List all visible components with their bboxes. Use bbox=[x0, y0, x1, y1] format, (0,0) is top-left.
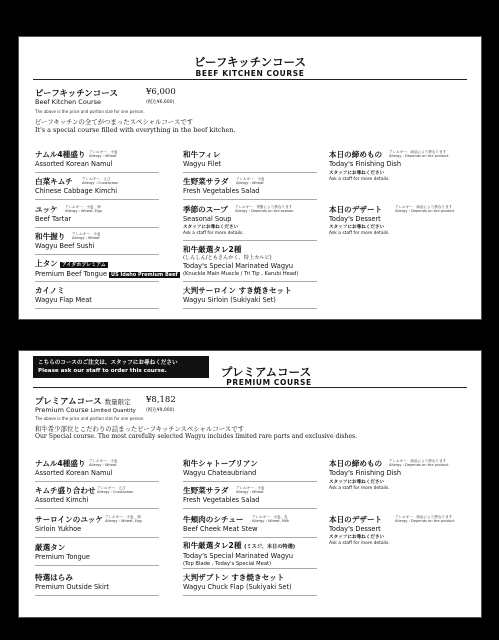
course-title-en: PREMIUM COURSE bbox=[226, 378, 312, 387]
course-title-ja: ビーフキッチンコース bbox=[193, 55, 307, 69]
course-description-ja: 和牛希少部位とこだわりの詰まったビーフキッチンスペシャルコースです bbox=[35, 425, 244, 433]
staff-note: スタッフにお尋ねください Ask a staff for more details. bbox=[183, 225, 244, 236]
course-description-en: Our Special course. The most carefully selected Wagyu includes limited rare parts and exclusive dishes. bbox=[35, 433, 358, 440]
staff-note: スタッフにお尋ねください Ask a staff for more details. bbox=[329, 225, 390, 236]
staff-note: スタッフにお尋ねください Ask a staff for more details. bbox=[329, 480, 390, 491]
menu-item: 生野菜サラダ アレルギー：小麦 Allergy : Wheat Fresh Vegetables Salad bbox=[183, 486, 265, 504]
course-name-ja: プレミアムコース 数量限定 bbox=[35, 397, 131, 407]
allergy-note: アレルギー：小麦 Allergy : Wheat bbox=[236, 177, 265, 186]
menu-item: 和牛厳選タレ2種 (ミスジ、本日の特選) Today's Special Marinated Wagyu (Top Blade , Today's Special Meat) bbox=[183, 541, 296, 567]
item-underline bbox=[183, 568, 317, 569]
item-underline bbox=[183, 308, 317, 309]
menu-item: 和牛握り アレルギー：小麦 Allergy : Wheat Wagyu Beef Sushi bbox=[35, 232, 101, 250]
item-underline bbox=[183, 172, 317, 173]
item-underline bbox=[35, 281, 159, 282]
course-name-en: Beef Kitchen Course bbox=[35, 98, 101, 106]
menu-item: 本日のデザート アレルギー：商品により異なります Allergy : Depends on the product Today's Dessert bbox=[329, 205, 455, 223]
course-title-ja: プレミアムコース bbox=[220, 365, 312, 379]
menu-item: ナムル4種盛り アレルギー：小麦 Allergy : Wheat Assorted Korean Namul bbox=[35, 150, 118, 168]
menu-item: 本日の締めもの アレルギー：商品により異なります Allergy : Depends on the product Today's Finishing Dish bbox=[329, 459, 449, 477]
allergy-note: アレルギー：小麦 Allergy : Wheat bbox=[89, 150, 118, 159]
item-underline bbox=[35, 537, 159, 538]
menu-item: 季節のスープ アレルギー：季節により異なります Allergy : Depends on the season. Seasonal Soup bbox=[183, 205, 295, 223]
allergy-note: アレルギー：商品により異なります Allergy : Depends on the product bbox=[395, 515, 455, 524]
allergy-note: アレルギー：小麦 Allergy : Wheat bbox=[236, 486, 265, 495]
menu-item: ユッケ アレルギー：小麦、卵 Allergy : Wheat, Egg Beef Tartar bbox=[35, 205, 102, 223]
staff-note: スタッフにお尋ねください Ask a staff for more details. bbox=[329, 535, 390, 546]
allergy-note: アレルギー：えび Allergy : Crustacean bbox=[82, 177, 119, 186]
menu-item: カイノミ Wagyu Flap Meat bbox=[35, 286, 92, 304]
menu-item: 生野菜サラダ アレルギー：小麦 Allergy : Wheat Fresh Vegetables Salad bbox=[183, 177, 265, 195]
idaho-premium-tag: アイダホプレミアム bbox=[61, 262, 106, 268]
item-underline bbox=[183, 240, 317, 241]
course-description-ja: ビーフキッチンの全てがつまったスペシャルコースです bbox=[35, 118, 194, 126]
item-underline bbox=[35, 199, 159, 200]
item-underline bbox=[35, 308, 159, 309]
menu-item: 本日の締めもの アレルギー：商品により異なります Allergy : Depends on the product Today's Finishing Dish bbox=[329, 150, 449, 168]
item-underline bbox=[35, 481, 159, 482]
item-underline bbox=[35, 595, 159, 596]
course-name-en: Premium Course Limited Quantity bbox=[35, 406, 136, 414]
item-underline bbox=[35, 254, 159, 255]
menu-item: 上タン アイダホプレミアム Premium Beef Tongue US Idaho Premium Beef bbox=[35, 259, 178, 278]
course-title-en: BEEF KITCHEN COURSE bbox=[195, 69, 305, 78]
menu-item: 和牛シャトーブリアン Wagyu Chateaubriand bbox=[183, 459, 258, 477]
portion-note: The above is the price and portion size for one person. bbox=[35, 416, 145, 421]
menu-item: 特選はらみ Premium Outside Skirt bbox=[35, 573, 110, 591]
header-divider bbox=[33, 79, 467, 80]
menu-item: ナムル4種盛り アレルギー：小麦 Allergy : Wheat Assorted Korean Namul bbox=[35, 459, 118, 477]
us-idaho-premium-tag: US Idaho Premium Beef bbox=[111, 272, 178, 278]
course-name-ja: ビーフキッチンコース bbox=[35, 89, 118, 99]
allergy-note: アレルギー：商品により異なります Allergy : Depends on the product bbox=[395, 205, 455, 214]
staff-note: スタッフにお尋ねください Ask a staff for more details. bbox=[329, 171, 390, 182]
allergy-note: アレルギー：商品により異なります Allergy : Depends on the product bbox=[389, 150, 449, 159]
item-underline bbox=[35, 508, 159, 509]
header-divider bbox=[33, 387, 467, 388]
item-underline bbox=[183, 281, 317, 282]
item-underline bbox=[183, 595, 317, 596]
menu-item: 牛頬肉のシチュー アレルギー：小麦、乳 Allergy : Wheat, Milk Beef Cheek Meat Stew bbox=[183, 515, 290, 533]
allergy-note: アレルギー：商品により異なります Allergy : Depends on the product bbox=[389, 459, 449, 468]
course-price-tax: (税込¥9,000) bbox=[146, 408, 175, 413]
allergy-note: アレルギー：季節により異なります Allergy : Depends on the season. bbox=[235, 205, 295, 214]
item-underline bbox=[183, 199, 317, 200]
beef-kitchen-course-panel bbox=[18, 36, 482, 320]
item-underline bbox=[183, 481, 317, 482]
course-price: ¥8,182 bbox=[146, 395, 176, 405]
menu-item: 和牛フィレ Wagyu Filet bbox=[183, 150, 222, 168]
portion-note: The above is the price and portion size for one person. bbox=[35, 109, 145, 114]
menu-item: 本日のデザート アレルギー：商品により異なります Allergy : Depends on the product Today's Dessert bbox=[329, 515, 455, 533]
item-underline bbox=[35, 565, 159, 566]
item-underline bbox=[35, 172, 159, 173]
course-description-en: It's a special course filled with everything in the beef kitchen. bbox=[35, 126, 236, 134]
allergy-note: アレルギー：小麦 Allergy : Wheat bbox=[89, 459, 118, 468]
menu-item: 大判ザブトン すき焼きセット Wagyu Chuck Flap (Sukiyaki Set) bbox=[183, 573, 292, 591]
menu-item: サーロインのユッケ アレルギー：小麦、卵 Allergy : Wheat, Egg Sirloin Yukhoe bbox=[35, 515, 142, 533]
item-underline bbox=[183, 537, 317, 538]
allergy-note: アレルギー：小麦 Allergy : Wheat bbox=[72, 232, 101, 241]
staff-order-banner: こちらのコースのご注文は、スタッフにお尋ねください Please ask our staff to order this course. bbox=[33, 356, 209, 378]
allergy-note: アレルギー：えび Allergy : Crustacean bbox=[97, 486, 134, 495]
premium-course-panel bbox=[18, 350, 482, 618]
allergy-note: アレルギー：小麦、卵 Allergy : Wheat, Egg bbox=[105, 515, 142, 524]
menu-item: キムチ盛り合わせ アレルギー：えび Allergy : Crustacean Assorted Kimchi bbox=[35, 486, 134, 504]
menu-item: 厳選タン Premium Tongue bbox=[35, 543, 90, 561]
menu-item: 和牛厳選タレ2種 (しんしん/ともさんかく、特上カルビ) Today's Special Marinated Wagyu (Knuckle Main Muscle / Tri Tip , Karubi Head) bbox=[183, 245, 299, 277]
item-underline bbox=[35, 227, 159, 228]
course-price-tax: (税込¥6,600) bbox=[146, 100, 175, 105]
course-price: ¥6,000 bbox=[146, 87, 176, 97]
menu-item: 白菜キムチ アレルギー：えび Allergy : Crustacean Chinese Cabbage Kimchi bbox=[35, 177, 119, 195]
menu-item: 大判サーロイン すき焼きセット Wagyu Sirloin (Sukiyaki Set) bbox=[183, 286, 292, 304]
allergy-note: アレルギー：小麦、卵 Allergy : Wheat, Egg bbox=[65, 205, 102, 214]
allergy-note: アレルギー：小麦、乳 Allergy : Wheat, Milk bbox=[252, 515, 290, 524]
item-underline bbox=[183, 508, 317, 509]
